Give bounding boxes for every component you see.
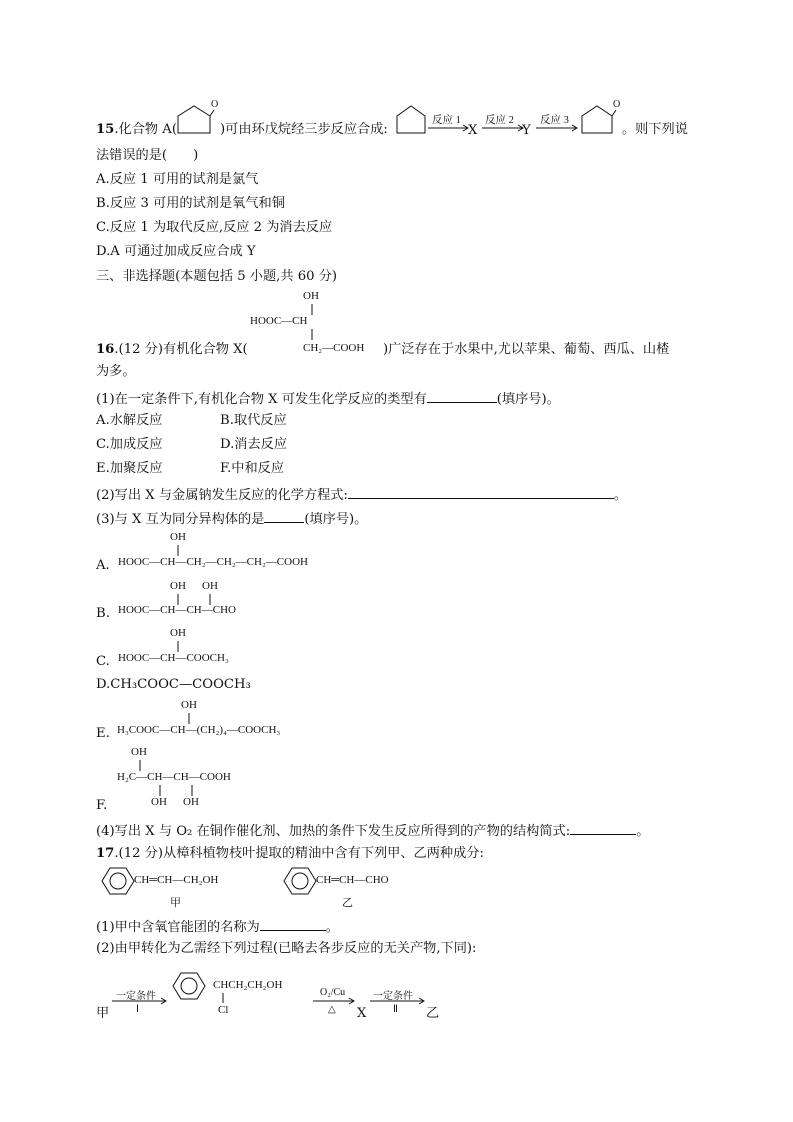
iso-c-label: C. (96, 654, 110, 669)
q16-part4-blank[interactable] (570, 820, 636, 835)
q17-part1: (1)甲中含氧官能团的名称为 。 (96, 916, 339, 937)
q15-option-d: D.A 可通过加成反应合成 Y (96, 244, 256, 259)
iso-e-main: H₃COOC—CH—(CH₂)₄—COOCH₃ (117, 724, 281, 736)
route-arrow-1 (112, 998, 168, 1006)
jia-chain: CH═CH—CH₂OH (134, 874, 219, 886)
route-step-3: Ⅱ (393, 1004, 398, 1015)
iso-a-oh: OH (170, 531, 186, 543)
q17-part2: (2)由甲转化为乙需经下列过程(已略去各步反应的无关产物,下同): (96, 941, 477, 956)
iso-f-oh-top: OH (131, 746, 147, 758)
q16-part2-blank[interactable] (348, 484, 614, 499)
reaction-3-label: 反应 3 (540, 115, 569, 126)
q17-number: 17 (96, 846, 115, 861)
x-struct-bond-top (311, 304, 313, 316)
q15-text-a: .化合物 A( (114, 122, 177, 137)
reaction-2-arrow (482, 125, 526, 133)
route-x: X (357, 1006, 367, 1021)
q15-option-c: C.反应 1 为取代反应,反应 2 为消去反应 (96, 220, 333, 235)
benzene-intermediate-icon (172, 971, 206, 1001)
q15-a-oxygen: O (211, 99, 219, 110)
section-3-heading: 三、非选择题(本题包括 5 小题,共 60 分) (96, 269, 338, 284)
q17-line1: 17.(12 分)从樟科植物枝叶提取的精油中含有下列甲、乙两种成分: (96, 846, 484, 861)
q16-part3: (3)与 X 互为同分异构体的是 (填序号)。 (96, 508, 367, 529)
route-end: 乙 (426, 1006, 440, 1021)
route-start: 甲 (96, 1006, 110, 1021)
q16-opt-c: C.加成反应 (96, 437, 163, 452)
reaction-3-arrow (536, 125, 580, 133)
yi-chain: CH═CH—CHO (316, 874, 389, 886)
iso-f-oh-bottom-1: OH (151, 796, 167, 808)
q16-part2: (2)写出 X 与金属钠发生反应的化学方程式: 。 (96, 484, 627, 505)
x-struct-oh: OH (303, 290, 319, 302)
q16-opt-f: F.中和反应 (220, 461, 285, 476)
route-cond-2: O₂/Cu (320, 987, 346, 998)
q17-part1-blank[interactable] (260, 916, 326, 931)
q16-text-b: )广泛存在于水果中,尤以苹果、葡萄、西瓜、山楂 (383, 342, 670, 357)
iso-e-label: E. (96, 726, 110, 741)
route-cond-3: 一定条件 (373, 991, 413, 1002)
q16-opt-a: A.水解反应 (96, 413, 163, 428)
q15-product-oxygen: O (613, 99, 621, 110)
q16-opt-d: D.消去反应 (220, 437, 288, 452)
q16-opt-e: E.加聚反应 (96, 461, 163, 476)
q15-number: 15 (96, 122, 115, 137)
x-struct-bond-bottom (311, 329, 313, 341)
x-struct-side: CH₂—COOH (303, 342, 365, 354)
q15-y: Y (522, 123, 531, 138)
iso-b-label: B. (96, 606, 110, 621)
q15-option-b: B.反应 3 可用的试剂是氧气和铜 (96, 196, 285, 211)
q16-number: 16 (96, 342, 115, 357)
reaction-1-label: 反应 1 (432, 115, 461, 126)
route-cond-1: 一定条件 (116, 991, 156, 1002)
q15-x: X (468, 123, 478, 138)
q16-opt-b: B.取代反应 (220, 413, 287, 428)
q16-part3-blank[interactable] (264, 508, 304, 523)
iso-c-main: HOOC—CH—COOCH₃ (118, 652, 229, 664)
iso-f-label: F. (96, 798, 108, 813)
intermediate-chain: CHCH₂CH₂OH (213, 979, 283, 991)
reaction-1-arrow (428, 125, 470, 133)
x-struct-main: HOOC—CH (250, 315, 308, 327)
q15-option-a: A.反应 1 可用的试剂是氯气 (96, 172, 259, 187)
iso-a-label: A. (96, 558, 110, 573)
iso-c-oh: OH (170, 627, 186, 639)
iso-d: D.CH₃COOC—COOCH₃ (96, 677, 251, 692)
q16-part1: (1)在一定条件下,有机化合物 X 可发生化学反应的类型有 (填序号)。 (96, 388, 560, 409)
iso-a-main: HOOC—CH—CH₂—CH₂—CH₂—COOH (118, 556, 308, 568)
route-step-1: Ⅰ (136, 1004, 139, 1015)
q15-line1 (96, 121, 177, 139)
benzene-jia-icon (101, 866, 135, 896)
cyclopentane-structure (392, 98, 432, 140)
iso-b-oh-1: OH (170, 580, 186, 592)
reaction-2-label: 反应 2 (485, 115, 514, 126)
iso-b-main: HOOC—CH—CH—CHO (118, 604, 236, 616)
yi-label: 乙 (342, 896, 353, 909)
intermediate-cl: Cl (218, 1004, 229, 1016)
jia-label: 甲 (170, 896, 181, 909)
q16-line1: 16.(12 分)有机化合物 X( (96, 342, 248, 357)
q15-text-b: )可由环戊烷经三步反应合成: (220, 122, 388, 137)
benzene-yi-icon (283, 866, 317, 896)
iso-f-main: H₂C—CH—CH—COOH (117, 771, 231, 783)
iso-e-oh: OH (181, 699, 197, 711)
iso-b-oh-2: OH (202, 580, 218, 592)
q15-line2: 法错误的是( ) (96, 148, 199, 163)
route-arrow-3 (370, 998, 426, 1006)
route-heat: △ (328, 1004, 336, 1015)
q15-tail: 。则下列说 (622, 122, 688, 137)
q16-part1-blank[interactable] (427, 388, 497, 403)
q16-part4: (4)写出 X 与 O₂ 在铜作催化剂、加热的条件下发生反应所得到的产物的结构简式: 。 (96, 820, 649, 841)
iso-f-oh-bottom-2: OH (183, 796, 199, 808)
q16-line2: 为多。 (96, 364, 136, 379)
